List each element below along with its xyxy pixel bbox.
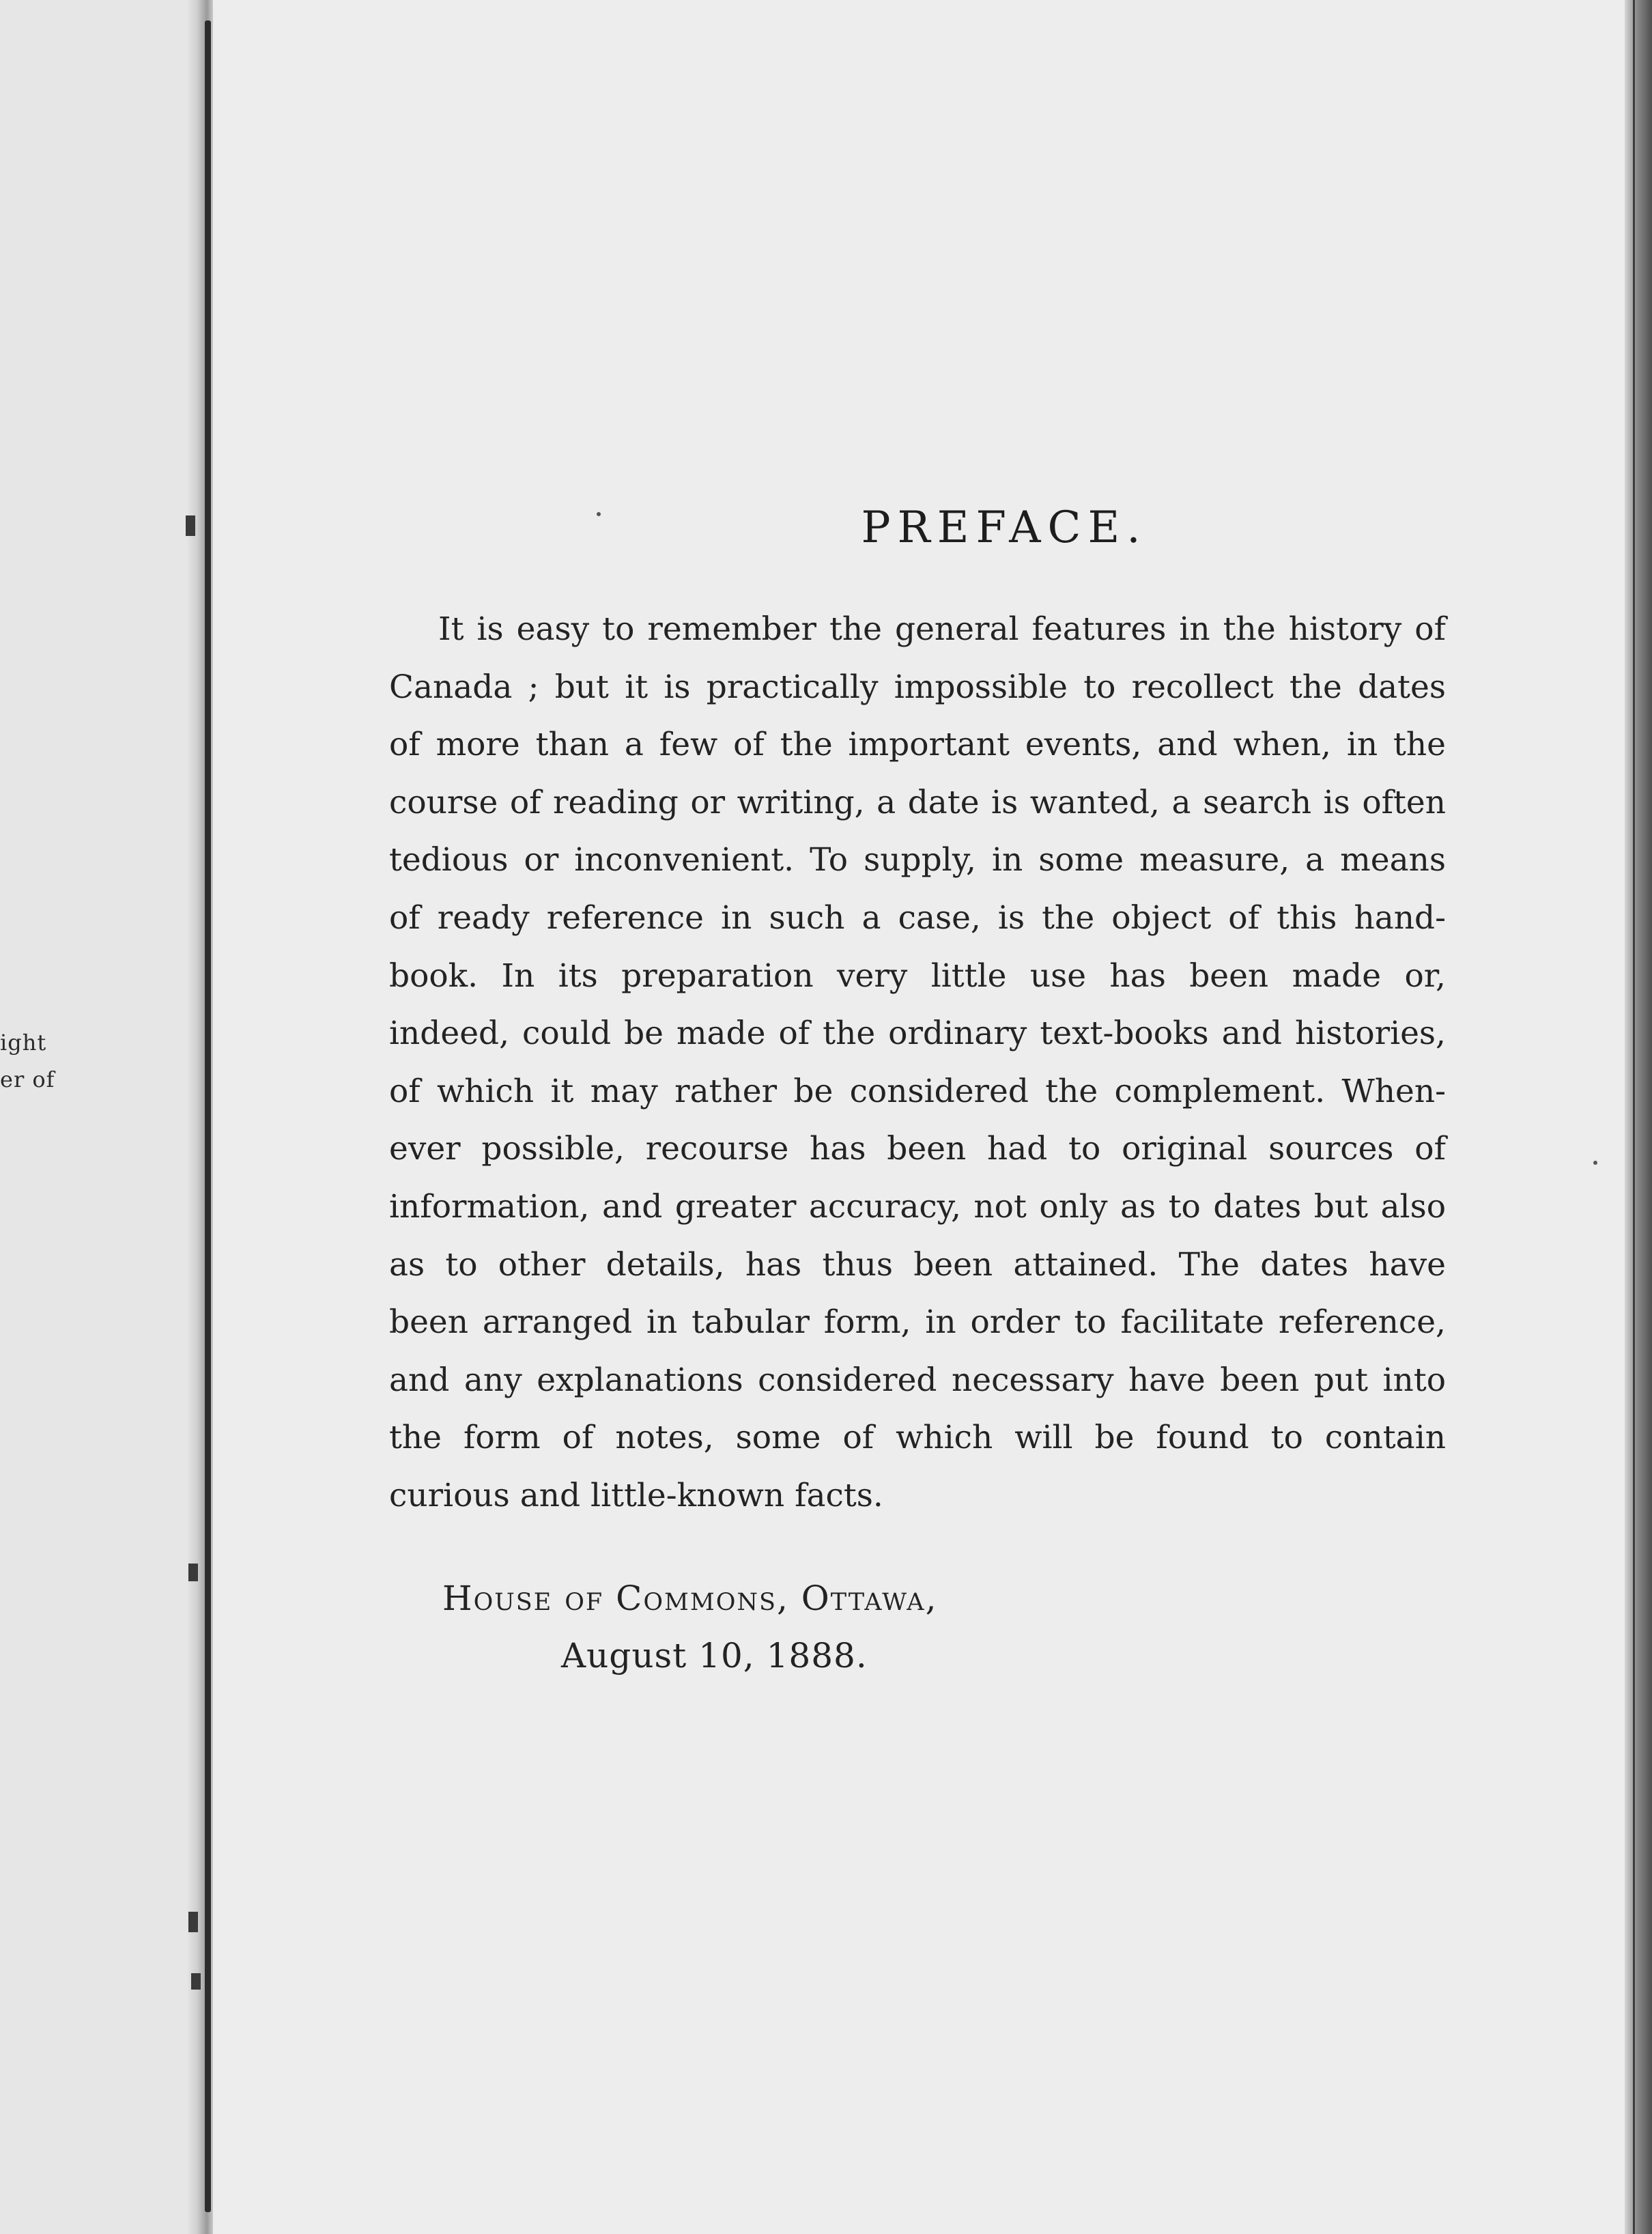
ink-speck [1593,1161,1597,1165]
paragraph-line: ever possible, recourse has been had to original sources of [389,1130,1446,1168]
binding-thread-mark [191,1973,201,1990]
page-title: PREFACE. [861,503,1148,553]
binding-gutter [188,0,215,2234]
binding-thread-mark [188,1912,198,1932]
paragraph-line: of ready reference in such a case, is the object of this hand- [389,899,1446,937]
paragraph-line: been arranged in tabular form, in order to facilitate reference, [389,1303,1446,1342]
signature-date: August 10, 1888. [561,1636,868,1676]
binding-thread-mark [186,515,195,536]
signature-place: House of Commons, Ottawa, [442,1579,938,1618]
previous-page-edge [0,0,198,2234]
right-page-edge [1625,0,1652,2234]
paragraph-line: course of reading or writing, a date is wanted, a search is often [389,783,1446,821]
paragraph-line: Canada ; but it is practically impossible to recollect the dates [389,668,1446,706]
paragraph-line: of which it may rather be considered the complement. When- [389,1072,1446,1110]
previous-page-text-fragment: er of [0,1066,55,1092]
preface-body [389,601,1625,1525]
paragraph-line: curious and little-known facts. [389,1476,883,1514]
paragraph-line: and any explanations considered necessary have been put into [389,1361,1446,1399]
right-page-edge-line [1633,0,1635,2234]
paragraph-line: of more than a few of the important events, and when, in the [389,726,1446,764]
paragraph-line: the form of notes, some of which will be found to contain [389,1419,1446,1457]
paragraph-line: as to other details, has thus been attained. The dates have [389,1245,1446,1284]
paragraph-line: information, and greater accuracy, not only as to dates but also [389,1187,1446,1226]
binding-spine [205,20,211,2212]
paragraph-line: tedious or inconvenient. To supply, in some measure, a means [389,841,1446,879]
paragraph-line: It is easy to remember the general features in the history of [438,610,1446,648]
binding-thread-mark [188,1564,198,1581]
previous-page-text-fragment: ight [0,1030,47,1056]
paragraph-line: indeed, could be made of the ordinary text-books and histories, [389,1015,1446,1053]
preface-page [213,0,1625,2234]
paragraph-line: book. In its preparation very little use has been made or, [389,957,1446,995]
